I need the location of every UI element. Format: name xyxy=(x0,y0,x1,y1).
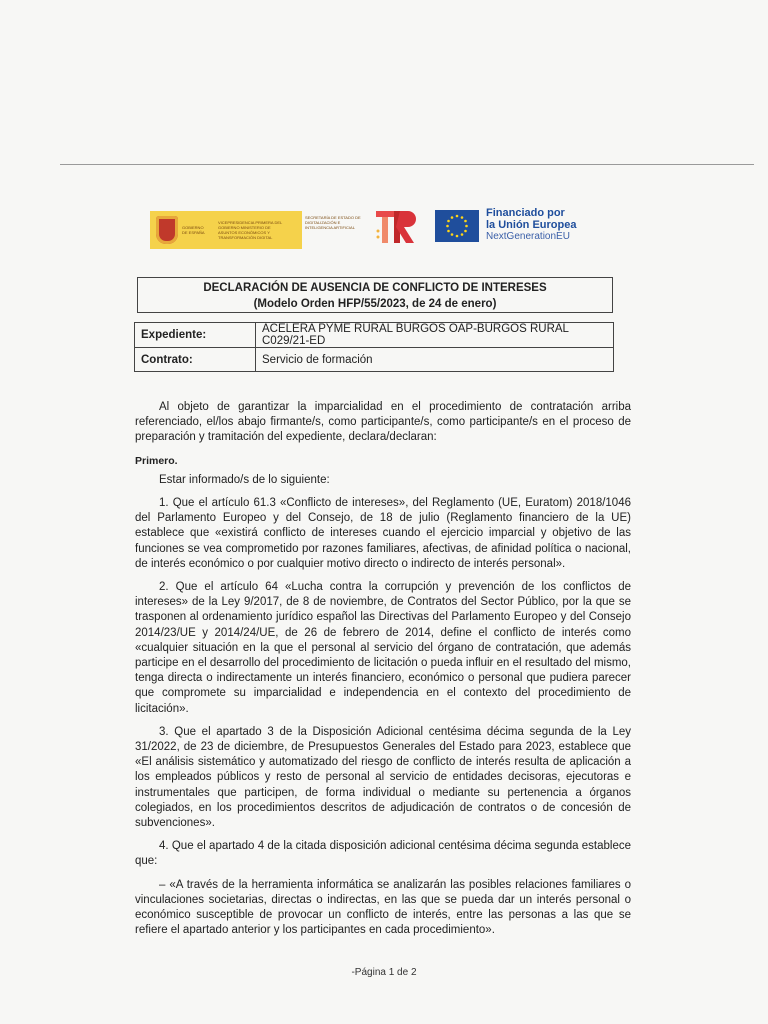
contrato-label: Contrato: xyxy=(135,348,256,372)
spain-crest-icon xyxy=(156,216,178,244)
declaration-body xyxy=(135,400,631,947)
eu-flag-icon xyxy=(435,210,479,242)
eu-funding-text xyxy=(486,207,576,243)
title-line-1: DECLARACIÓN DE AUSENCIA DE CONFLICTO DE INTERESES xyxy=(203,282,547,294)
quote-paragraph: – «A través de la herramienta informática se analizarán las posibles relaciones familiares o vinculaciones societarias, directas o indirectas, en las que se pueda dar un interés personal o económico susceptible de provocar un conflicto de interés, entre las personas a las que se refiere el apartado anterior y los participantes en cada procedimiento». xyxy=(135,878,631,937)
ministry-logo-text: VICEPRESIDENCIA PRIMERA DEL GOBIERNO MINISTERIO DE ASUNTOS ECONÓMICOS Y TRANSFORMACIÓN DIGITAL xyxy=(218,220,283,240)
expediente-value: ACELERA PYME RURAL BURGOS OAP-BURGOS RURAL C029/21-ED xyxy=(256,323,614,348)
table-row xyxy=(135,323,614,348)
primero-heading: Primero. xyxy=(135,454,178,467)
plan-recuperacion-logo xyxy=(374,205,420,247)
expediente-label: Expediente: xyxy=(135,323,256,348)
intro-paragraph: Al objeto de garantizar la imparcialidad en el procedimiento de contratación arriba referenciado, el/los abajo firmante/s, como participante/s, como participante/s en el proceso de preparación y tramitación del expediente, declara/declaran: xyxy=(135,401,631,444)
secretaria-logo-text: SECRETARÍA DE ESTADO DE DIGITALIZACIÓN E INTELIGENCIA ARTIFICIAL xyxy=(305,215,361,230)
informado-line: Estar informado/s de lo siguiente: xyxy=(159,473,330,486)
paragraph-1: 1. Que el artículo 61.3 «Conflicto de intereses», del Reglamento (UE, Euratom) 2018/1046 del Parlamento Europeo y del Consejo, de 18 de julio (Reglamento financiero de la UE) establece que «existirá conflicto de intereses cuando el ejercicio imparcial y objetivo de las funciones se vea comprometido por razones familiares, afectivas, de afinidad política o nacional, de interés económico o por cualquier motivo directo o indirecto de interés personal». xyxy=(135,497,631,570)
paragraph-4: 4. Que el apartado 4 de la citada disposición adicional centésima décima segunda establece que: xyxy=(135,840,631,868)
eu-line-1: Financiado por xyxy=(486,207,565,219)
header-rule xyxy=(60,164,754,165)
paragraph-3: 3. Que el apartado 3 de la Disposición Adicional centésima décima segunda de la Ley 31/2022, de 23 de diciembre, de Presupuestos Generales del Estado para 2023, establece que «El análisis sistemático y automatizado del riesgo de conflicto de interés resulta de aplicación a los empleados públicos y resto de personal al servicio de entidades decisoras, ejecutoras e instrumentales que participen, de forma individual o mediante su pertenencia a órganos colegiados, en los procedimientos descritos de adjudicación de contratos o de concesión de subvenciones». xyxy=(135,725,631,830)
contrato-value: Servicio de formación xyxy=(256,348,614,372)
title-line-2: (Modelo Orden HFP/55/2023, de 24 de enero) xyxy=(253,298,497,310)
gobierno-espana-logo xyxy=(150,211,302,249)
eu-line-2: la Unión Europea xyxy=(486,219,577,231)
eu-line-3: NextGenerationEU xyxy=(486,231,570,242)
expediente-table xyxy=(134,322,614,372)
page-number: -Página 1 de 2 xyxy=(351,967,417,978)
document-title xyxy=(137,277,613,313)
gov-logo-text: GOBIERNO DE ESPAÑA xyxy=(182,225,205,235)
paragraph-2: 2. Que el artículo 64 «Lucha contra la corrupción y prevención de los conflictos de intereses» de la Ley 9/2017, de 8 de noviembre, de Contratos del Sector Público, por la que se trasponen al ordenamiento jurídico español las Directivas del Parlamento Europeo y del Consejo 2014/23/UE y 2014/24/UE, de 26 de febrero de 2014, define el conflicto de interés como «cualquier situación en la que el personal al servicio del órgano de contratación, que además participe en el desarrollo del procedimiento de licitación o pueda influir en el resultado del mismo, tenga directa o indirectamente un interés financiero, económico o personal que pudiera parecer que compromete su imparcialidad e independencia en el contexto del procedimiento de licitación». xyxy=(135,581,631,715)
table-row xyxy=(135,348,614,372)
